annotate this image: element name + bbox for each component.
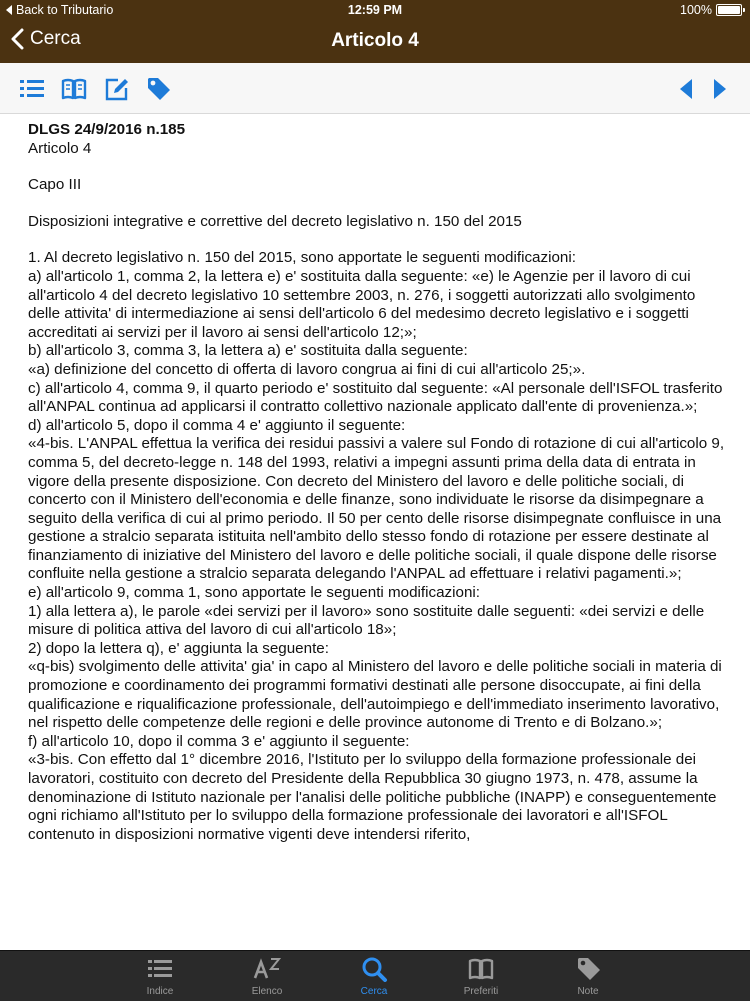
text-line: f) all'articolo 10, dopo il comma 3 e' aggiunto il seguente:	[28, 732, 410, 750]
article-content	[28, 121, 728, 844]
text-line: c) all'articolo 4, comma 9, il quarto periodo e' sostituito dal seguente: «Al personale dell'ISFOL trasferito all'ANPAL continua ad applicarsi il contratto collettivo nazionale applicato dall'ente di provenienza.»;	[28, 379, 723, 416]
chevron-left-icon	[10, 28, 24, 50]
tab-label: Cerca	[360, 986, 388, 997]
text-line: «q-bis) svolgimento delle attivita' gia' in capo al Ministero del lavoro e delle politiche sociali in materia di promozione e coordinamento dei programmi formativi destinati alle persone disoccupate, ai fini della qualificazione e riqualificazione professionale, dell'autoimpiego e dell'immediato inserimento lavorativo, nel rispetto delle competenze delle regioni e delle province autonome di Trento e di Bolzano.»;	[28, 658, 722, 732]
tab-label: Elenco	[251, 986, 283, 997]
tab-label: Preferiti	[463, 986, 499, 997]
document-toolbar	[0, 63, 750, 114]
tag-icon	[574, 956, 602, 982]
article-number: Articolo 4	[28, 139, 92, 157]
text-line: 2) dopo la lettera q), e' aggiunta la seguente:	[28, 639, 329, 657]
tag-icon[interactable]	[146, 76, 172, 102]
text-line: 1) alla lettera a), le parole «dei servizi per il lavoro» sono sostituite dalle seguenti: «dei servizi e delle misure di politica attiva del lavoro di cui all'articolo 18»;	[28, 602, 705, 639]
tab-label: Note	[577, 986, 599, 997]
text-line: d) all'articolo 5, dopo il comma 4 e' aggiunto il seguente:	[28, 416, 406, 434]
status-time: 12:59 PM	[347, 3, 403, 17]
text-line: a) all'articolo 1, comma 2, la lettera e) e' sostituita dalla seguente: «e) le Agenzie per il lavoro di cui all'articolo 4 del decreto legislativo 10 settembre 2003, n. 276, i soggetti autorizzati allo svolgimento delle attivita' di intermediazione ai sensi dell'articolo 6 del medesimo decreto legislativo e i soggetti accreditati ai servizi per il lavoro ai sensi dell'articolo 12;»;	[28, 267, 696, 341]
tab-cerca[interactable]	[329, 951, 419, 1001]
text-line: 1. Al decreto legislativo n. 150 del 2015, sono apportate le seguenti modificazioni:	[28, 249, 576, 267]
tab-preferiti[interactable]	[436, 951, 526, 1001]
search-icon	[360, 956, 388, 982]
tab-indice[interactable]	[115, 951, 205, 1001]
text-line: «3-bis. Con effetto dal 1° dicembre 2016, l'Istituto per lo sviluppo della formazione professionale dei lavoratori, costituito con decreto del Presidente della Repubblica 30 giugno 1973, n. 478, assume la denominazione di Istituto nazionale per l'analisi delle politiche pubbliche (INAPP) e conseguentemente ogni richiamo all'Istituto per lo sviluppo della formazione professionale dei lavoratori e all'ISFOL contenuto in disposizioni normative vigenti deve intendersi riferito,	[28, 751, 717, 843]
az-icon	[253, 956, 281, 982]
arrow-right-icon[interactable]	[706, 76, 732, 102]
text-line: «a) definizione del concetto di offerta di lavoro congrua ai fini di cui all'articolo 25;».	[28, 360, 586, 378]
arrow-left-icon[interactable]	[674, 76, 700, 102]
book-icon	[467, 956, 495, 982]
edit-icon[interactable]	[104, 76, 130, 102]
tab-bar	[0, 950, 750, 1001]
list-icon	[146, 956, 174, 982]
tab-elenco[interactable]	[222, 951, 312, 1001]
tab-note[interactable]	[543, 951, 633, 1001]
text-line: b) all'articolo 3, comma 3, la lettera a) e' sostituita dalla seguente:	[28, 342, 468, 360]
navigation-bar	[0, 20, 750, 63]
book-icon[interactable]	[61, 76, 87, 102]
text-line: e) all'articolo 9, comma 1, sono apportate le seguenti modificazioni:	[28, 584, 481, 602]
back-button-label: Cerca	[30, 28, 81, 49]
battery-icon	[716, 4, 742, 16]
document-heading: DLGS 24/9/2016 n.185	[28, 121, 186, 138]
battery-percent: 100%	[680, 3, 712, 17]
back-button[interactable]	[10, 28, 81, 50]
list-icon[interactable]	[19, 76, 45, 102]
page-title: Articolo 4	[331, 30, 419, 51]
subject: Disposizioni integrative e correttive del decreto legislativo n. 150 del 2015	[28, 212, 522, 230]
tab-label: Indice	[146, 986, 174, 997]
back-to-app-label: Back to Tributario	[16, 3, 114, 17]
chapter: Capo III	[28, 176, 82, 194]
status-bar	[0, 0, 750, 20]
battery-indicator	[680, 3, 742, 17]
text-line: «4-bis. L'ANPAL effettua la verifica dei residui passivi a valere sul Fondo di rotazione di cui all'articolo 9, comma 5, del decreto-legge n. 148 del 1993, relativi a impegni assunti prima della data di entrata in vigore della presente disposizione. Con decreto del Ministero del lavoro e delle politiche sociali, di concerto con il Ministero dell'economia e delle finanze, sono individuate le risorse da disimpegnare a seguito della verifica di cui al primo periodo. Il 50 per cento delle risorse disimpegnate confluisce in una gestione a stralcio separata istituita nell'ambito dello stesso fondo di rotazione per essere destinate al finanziamento di iniziative del Ministero del lavoro e delle politiche sociali, il quale dispone delle risorse confluite nella gestione a stralcio separata delegando l'ANPAL ad effettuare i relativi pagamenti.»;	[28, 435, 725, 583]
